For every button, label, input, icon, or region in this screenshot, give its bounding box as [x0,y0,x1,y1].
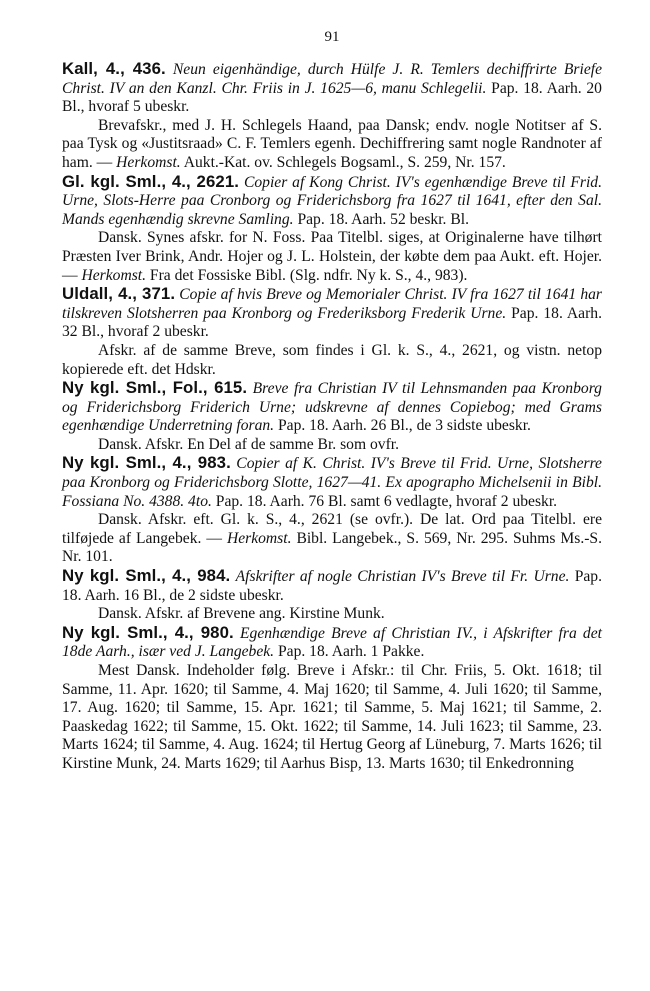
entry-description [62,60,602,117]
body-text: Dansk. Afskr. af Brevene ang. Kirstine Munk. [98,605,385,623]
body-text: Dansk. Synes afskr. for N. Foss. Paa Titelbl. siges, at Originalerne have tilhørt Præsten Iver Brink, Andr. Hojer og J. L. Holstein, der købte dem paa Aukt. eft. Hojer. — [62,229,602,284]
body-text: Pap. 18. Aarh. 76 Bl. samt 6 vedlagte, hvoraf 2 ubeskr. [211,492,558,510]
entry-note [62,605,602,624]
entry-shelfmark: Uldall, 4., 371. [62,284,176,304]
body-text: Mest Dansk. Indeholder følg. Breve i Afskr.: til Chr. Friis, 5. Okt. 1618; til Samme, 11. Apr. 1620; til Samme, 4. Maj 1620; til Samme, 4. Juli 1620; til Samme, 17. Aug. 1620; til Samme, 15. Apr. 1621; til Samme, 5. Maj 1621; til Samme, 2. Paaskedag 1622; til Samme, 15. Okt. 1622; til Samme, 14. Juli 1623; til Samme, 23. Marts 1624; til Samme, 4. Aug. 1624; til Hertug Georg af Lüneburg, 7. Marts 1626; til Kirstine Munk, 24. Marts 1629; til Aarhus Bisp, 13. Marts 1630; til Enkedronning [62,662,602,772]
catalog-entry [62,173,602,286]
entry-note [62,117,602,173]
entry-note [62,229,602,285]
entry-description [62,285,602,342]
body-text: Brevafskr., med J. H. Schlegels Haand, paa Dansk; endv. nogle Notitser af S. paa Tysk og «Justitsraad» C. F. Temlers egenh. Dechiffrering samt nogle Randnoter af ham. — [62,116,602,171]
italic-text: Herkomst. [226,529,292,547]
entry-shelfmark: Kall, 4., 436. [62,59,166,78]
body-text: Fra det Fossiske Bibl. (Slg. ndfr. Ny k. S., 4., 983). [146,266,468,284]
body-text: Pap. 18. Aarh. 16 Bl., de 2 sidste ubeskr. [62,568,602,604]
italic-text: Neun eigenhändige, durch Hülfe J. R. Temlers dechiffrirte Briefe Christ. IV an den Kanzl. Chr. Friis in J. 1625—6, manu Schlegelii. [62,61,603,97]
body-text: Bibl. Langebek., S. 569, Nr. 295. Suhms Ms.-S. Nr. 101. [62,529,602,566]
catalog-entry [62,60,602,173]
body-text: Pap. 18. Aarh. 32 Bl., hvoraf 2 ubeskr. [62,304,602,341]
italic-text: Afskrifter af nogle Christian IV's Breve til Fr. Urne. [235,568,570,586]
body-text: Pap. 18. Aarh. 1 Pakke. [274,643,425,661]
catalog-entry [62,379,602,454]
italic-text: Copier af Kong Christ. IV's egenhændige Breve til Frid. Urne, Slots-Herre paa Cronborg og Friderichsborg fra 1627 til 1641, efter den Sal. Mands egenhændig skrevne Samling. [62,173,602,228]
italic-text: Egenhændige Breve af Christian IV., i Afskrifter fra det 18de Aarh., især ved J. Langebek. [62,624,602,661]
catalog-entries [62,60,602,774]
entry-note [62,436,602,455]
body-text: Dansk. Afskr. eft. Gl. k. S., 4., 2621 (se ovfr.). De lat. Ord paa Titelbl. ere tilføjede af Langebek. — [62,511,602,547]
italic-text: Copie af hvis Breve og Memorialer Christ. IV fra 1627 til 1641 har tilskreven Slotsherren paa Kronborg og Frederiksborg Frederik Urne. [62,286,602,322]
italic-text: Breve fra Christian IV til Lehnsmanden paa Kronborg og Friderichsborg Friderich Urne; udskrevne af dennes Copiebog; med Grams egenhændige Underretning foran. [62,380,602,435]
body-text: Dansk. Afskr. En Del af de samme Br. som ovfr. [98,435,400,453]
entry-description [62,454,602,511]
entry-description [62,624,602,662]
catalog-entry [62,285,602,379]
body-text: Afskr. af de samme Breve, som findes i Gl. k. S., 4., 2621, og vistn. netop kopierede eft. det Hdskr. [62,341,602,378]
entry-description [62,379,602,436]
entry-shelfmark: Ny kgl. Sml., 4., 984. [62,566,231,586]
catalog-entry [62,624,602,774]
entry-shelfmark: Ny kgl. Sml., 4., 983. [62,453,231,473]
italic-text: Herkomst. [81,266,147,284]
italic-text: Herkomst. [116,153,181,171]
entry-shelfmark: Ny kgl. Sml., 4., 980. [62,622,234,642]
body-text: Pap. 18. Aarh. 52 beskr. Bl. [293,210,469,228]
italic-text: Copier af K. Christ. IV's Breve til Frid. Urne, Slotsherre paa Kronborg og Friderichsborg Slotte, 1627—41. Ex apographo Michelsenii in Bibl. Fossiana No. 4388. 4to. [62,455,602,510]
entry-note [62,511,602,567]
body-text: Pap. 18. Aarh. 26 Bl., de 3 sidste ubeskr. [274,417,531,435]
entry-shelfmark: Gl. kgl. Sml., 4., 2621. [62,171,240,191]
catalog-entry [62,454,602,567]
entry-note [62,342,602,379]
body-text: Aukt.-Kat. ov. Schlegels Bogsaml., S. 259, Nr. 157. [180,153,506,171]
entry-description [62,173,602,230]
page-number: 91 [324,29,340,45]
entry-description [62,567,602,605]
entry-note [62,662,602,774]
body-text: Pap. 18. Aarh. 20 Bl., hvoraf 5 ubeskr. [62,79,602,116]
catalog-entry [62,567,602,624]
entry-shelfmark: Ny kgl. Sml., Fol., 615. [62,378,248,398]
